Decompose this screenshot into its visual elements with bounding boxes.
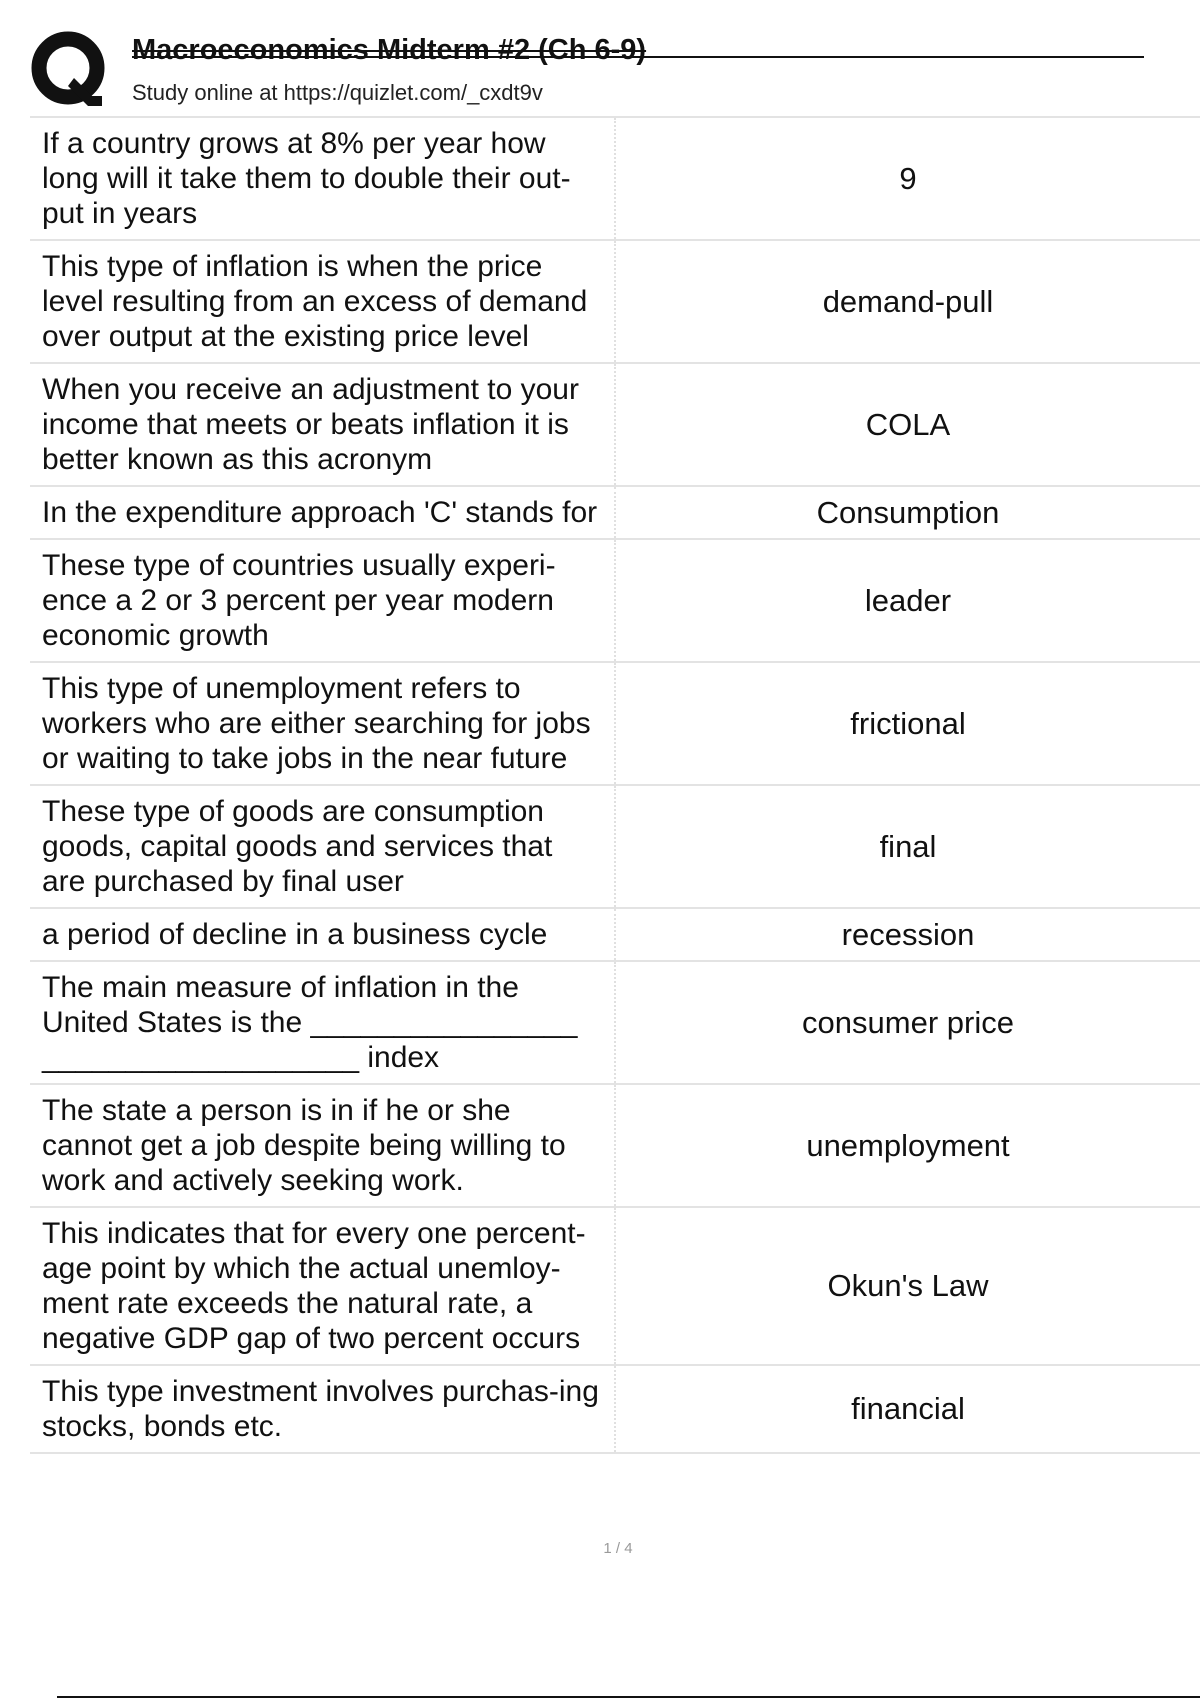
flashcard-definition: financial bbox=[851, 1391, 965, 1426]
flashcard-term: The state a person is in if he or she cannot get a job despite being willing to work and actively seeking work. bbox=[30, 1085, 616, 1206]
flashcard-row bbox=[30, 1208, 1200, 1366]
flashcard-row bbox=[30, 487, 1200, 540]
flashcard-definition: leader bbox=[864, 582, 952, 618]
flashcard-table bbox=[30, 116, 1200, 1454]
flashcard-definition: final bbox=[879, 828, 937, 864]
flashcard-row bbox=[30, 663, 1200, 786]
flashcard-term: This indicates that for every one percent-age point by which the actual unemloy-ment rate exceeds the natural rate, a negative GDP gap of two percent occurs bbox=[30, 1208, 616, 1364]
flashcard-definition: 9 bbox=[899, 160, 917, 196]
flashcard-row bbox=[30, 1085, 1200, 1208]
flashcard-term: The main measure of inflation in the United States is the ________________ ___________________ index bbox=[30, 962, 616, 1083]
flashcard-definition: Okun's Law bbox=[827, 1268, 989, 1303]
flashcard-row bbox=[30, 962, 1200, 1085]
flashcard-definition: unemployment bbox=[806, 1127, 1010, 1163]
study-online-link[interactable]: Study online at https://quizlet.com/_cxdt9v bbox=[132, 80, 543, 105]
flashcard-definition: consumer price bbox=[802, 1004, 1014, 1040]
flashcard-row bbox=[30, 118, 1200, 241]
flashcard-row bbox=[30, 364, 1200, 487]
footer-rule bbox=[57, 1696, 1200, 1698]
flashcard-term: These type of countries usually experi-ence a 2 or 3 percent per year modern economic growth bbox=[30, 540, 616, 661]
flashcard-term: This type investment involves purchas-ing stocks, bonds etc. bbox=[30, 1366, 616, 1452]
flashcard-row bbox=[30, 540, 1200, 663]
flashcard-row bbox=[30, 241, 1200, 364]
flashcard-row bbox=[30, 786, 1200, 909]
flashcard-term: If a country grows at 8% per year how long will it take them to double their out-put in years bbox=[30, 118, 616, 239]
quizlet-logo-icon bbox=[30, 30, 110, 110]
flashcard-row bbox=[30, 909, 1200, 962]
title-rule bbox=[132, 56, 1144, 58]
flashcard-row bbox=[30, 1366, 1200, 1454]
document-title: Macroeconomics Midterm #2 (Ch 6-9) bbox=[132, 34, 647, 66]
flashcard-term: a period of decline in a business cycle bbox=[30, 909, 616, 960]
flashcard-term: In the expenditure approach 'C' stands for bbox=[30, 487, 616, 538]
flashcard-definition: frictional bbox=[850, 705, 966, 741]
flashcard-term: This type of inflation is when the price level resulting from an excess of demand over output at the existing price level bbox=[30, 241, 616, 362]
flashcard-definition: COLA bbox=[865, 406, 951, 442]
flashcard-term: This type of unemployment refers to workers who are either searching for jobs or waiting to take jobs in the near future bbox=[30, 663, 616, 784]
flashcard-definition: recession bbox=[841, 916, 975, 952]
page-number: 1 / 4 bbox=[603, 1540, 633, 1557]
flashcard-term: When you receive an adjustment to your income that meets or beats inflation it is better known as this acronym bbox=[30, 364, 616, 485]
flashcard-definition: demand-pull bbox=[822, 283, 994, 319]
flashcard-definition: Consumption bbox=[816, 494, 1000, 530]
page-header bbox=[0, 0, 1200, 116]
flashcard-term: These type of goods are consumption goods, capital goods and services that are purchased by final user bbox=[30, 786, 616, 907]
